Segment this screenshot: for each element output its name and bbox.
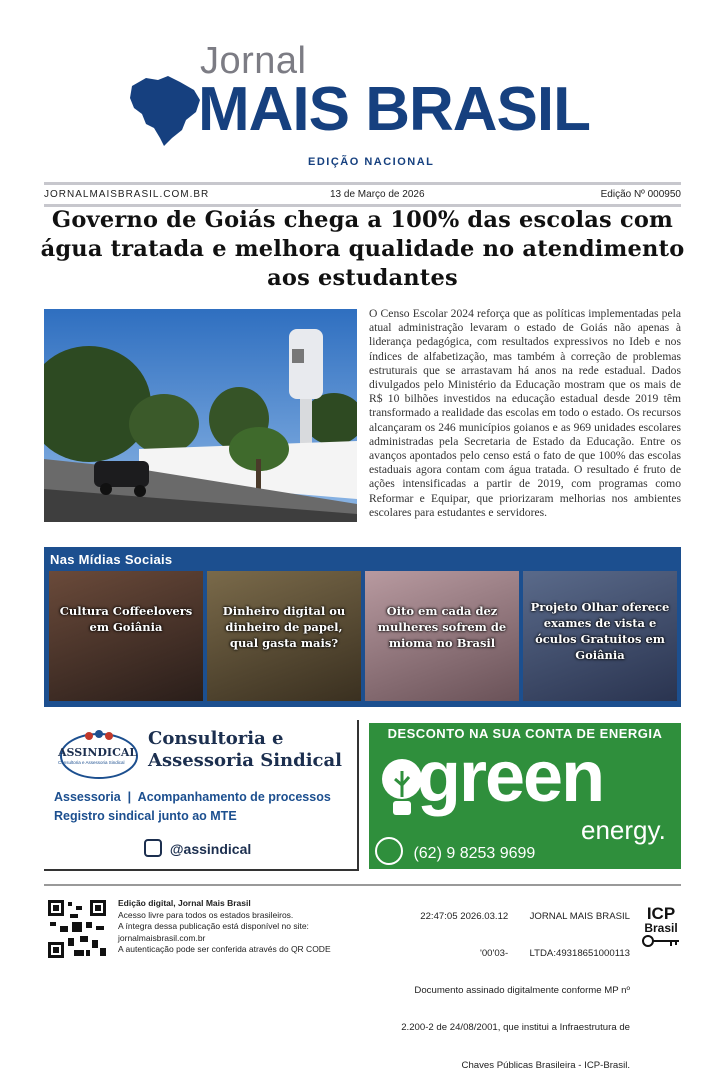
meta-row: [44, 189, 681, 203]
whatsapp-icon: [375, 837, 403, 865]
article-paragraph: O Censo Escolar 2024 reforça que as políticas implementadas pela atual administração levaram o estado de Goiás não apenas à liderança pedagógica, com resultados expressivos no Ideb e nos índices de alfabetização, mas também à correção de problemas estruturais que se arrastavam há anos na rede estadual. Dados divulgados pelo Ministério da Educação mostram que os mais de R$ 10 bilhões investidos na educação estadual desde 2019 têm transformado a realidade das escolas em todo o estado. Os recursos alcançaram os 246 municípios goianos e as 969 unidades escolares administradas pela Secretaria de Estado da Educação. Entre os avanços apontados pelo censo está o fato de que 100% das escolas estaduais agora contam com água tratada. O resultado é fruto de ações intensificadas a partir de 2019, com programas como Reformar e Equipar, que priorizaram melhorias nos ambientes escolares para estudantes e servidores.: [369, 307, 681, 519]
school-photo: [44, 309, 357, 522]
assindical-service-2: Acompanhamento de processos: [137, 790, 331, 804]
signature-line-3: Documento assinado digitalmente conforme MP nº: [414, 985, 630, 997]
assindical-services: [54, 790, 331, 804]
social-card-projeto-olhar[interactable]: [523, 571, 677, 701]
assindical-title-1: Consultoria e: [148, 728, 284, 749]
icp-brasil-text: Brasil: [644, 921, 678, 935]
signature-line-2: '00'03- LTDA:49318651000113: [480, 948, 630, 960]
digital-signature: [380, 886, 630, 1085]
social-card-label: Cultura Coffeelovers em Goiânia: [59, 604, 193, 634]
headline: Governo de Goiás chega a 100% das escolas com água tratada e melhora qualidade no atendimento aos estudantes: [40, 207, 685, 291]
assindical-logo-text: ASSINDICAL: [58, 746, 138, 759]
assindical-title-2: Assessoria Sindical: [148, 750, 343, 771]
footer-title: Edição digital, Jornal Mais Brasil: [118, 898, 251, 908]
icp-text: ICP: [646, 904, 676, 923]
ad-assindical[interactable]: [44, 720, 359, 871]
igreen-phone[interactable]: (62) 9 8253 9699: [413, 845, 536, 862]
assindical-service-3: Registro sindical junto ao MTE: [54, 809, 237, 823]
brazil-map-icon: [124, 68, 204, 148]
igreen-phone-row: [375, 837, 535, 865]
signature-line-5: Chaves Públicas Brasileira - ICP-Brasil.: [461, 1059, 630, 1071]
signature-line-4: 2.200-2 de 24/08/2001, que institui a Infraestrutura de: [401, 1022, 630, 1034]
top-rule: [44, 182, 681, 185]
footer-line-4: A autenticação pode ser conferida através do QR CODE: [118, 944, 331, 955]
social-card-label: Projeto Olhar oferece exames de vista e óculos Gratuitos em Goiânia: [530, 600, 670, 662]
icp-brasil-logo: [638, 906, 684, 953]
signature-line-1: 22:47:05 2026.03.12 JORNAL MAIS BRASIL: [420, 910, 630, 922]
social-card-coffeelovers[interactable]: [49, 571, 203, 701]
edition-number: Edição Nº 000950: [600, 189, 681, 200]
social-card-dinheiro[interactable]: [207, 571, 361, 701]
footer-line-2: A íntegra dessa publicação está disponível no site:: [118, 921, 309, 932]
social-panel-title: Nas Mídias Sociais: [50, 552, 173, 567]
masthead-title: MAIS BRASIL: [198, 75, 590, 144]
assindical-logo-sub: Consultoria e Assessoria Sindical: [58, 760, 125, 765]
instagram-icon: [144, 839, 162, 857]
social-card-label: Dinheiro digital ou dinheiro de papel, qual gasta mais?: [222, 604, 346, 650]
issue-date: 13 de Março de 2026: [330, 189, 425, 200]
footer-info: [118, 898, 331, 956]
social-media-panel: [44, 547, 681, 707]
footer-line-1: Acesso livre para todos os estados brasileiros.: [118, 909, 294, 920]
social-card-mioma[interactable]: [365, 571, 519, 701]
article-body: [369, 307, 681, 520]
masthead-jornal: Jornal: [200, 40, 307, 82]
assindical-service-1: Assessoria: [54, 790, 121, 804]
igreen-banner: DESCONTO NA SUA CONTA DE ENERGIA: [387, 726, 663, 741]
social-card-label: Oito em cada dez mulheres sofrem de mioma no Brasil: [377, 604, 507, 650]
assindical-separator: |: [124, 790, 135, 804]
assindical-handle[interactable]: @assindical: [169, 841, 252, 857]
masthead-edition-label: EDIÇÃO NACIONAL: [308, 156, 435, 168]
igreen-sub: energy.: [581, 815, 666, 845]
igreen-brand: green: [417, 737, 604, 817]
key-icon: [641, 934, 681, 948]
footer-site-link[interactable]: jornalmaisbrasil.com.br: [118, 932, 206, 943]
assindical-handle-row: [144, 839, 251, 857]
ad-igreen[interactable]: [369, 723, 681, 869]
site-link[interactable]: JORNALMAISBRASIL.COM.BR: [44, 189, 210, 200]
qr-code-icon[interactable]: [46, 898, 108, 960]
